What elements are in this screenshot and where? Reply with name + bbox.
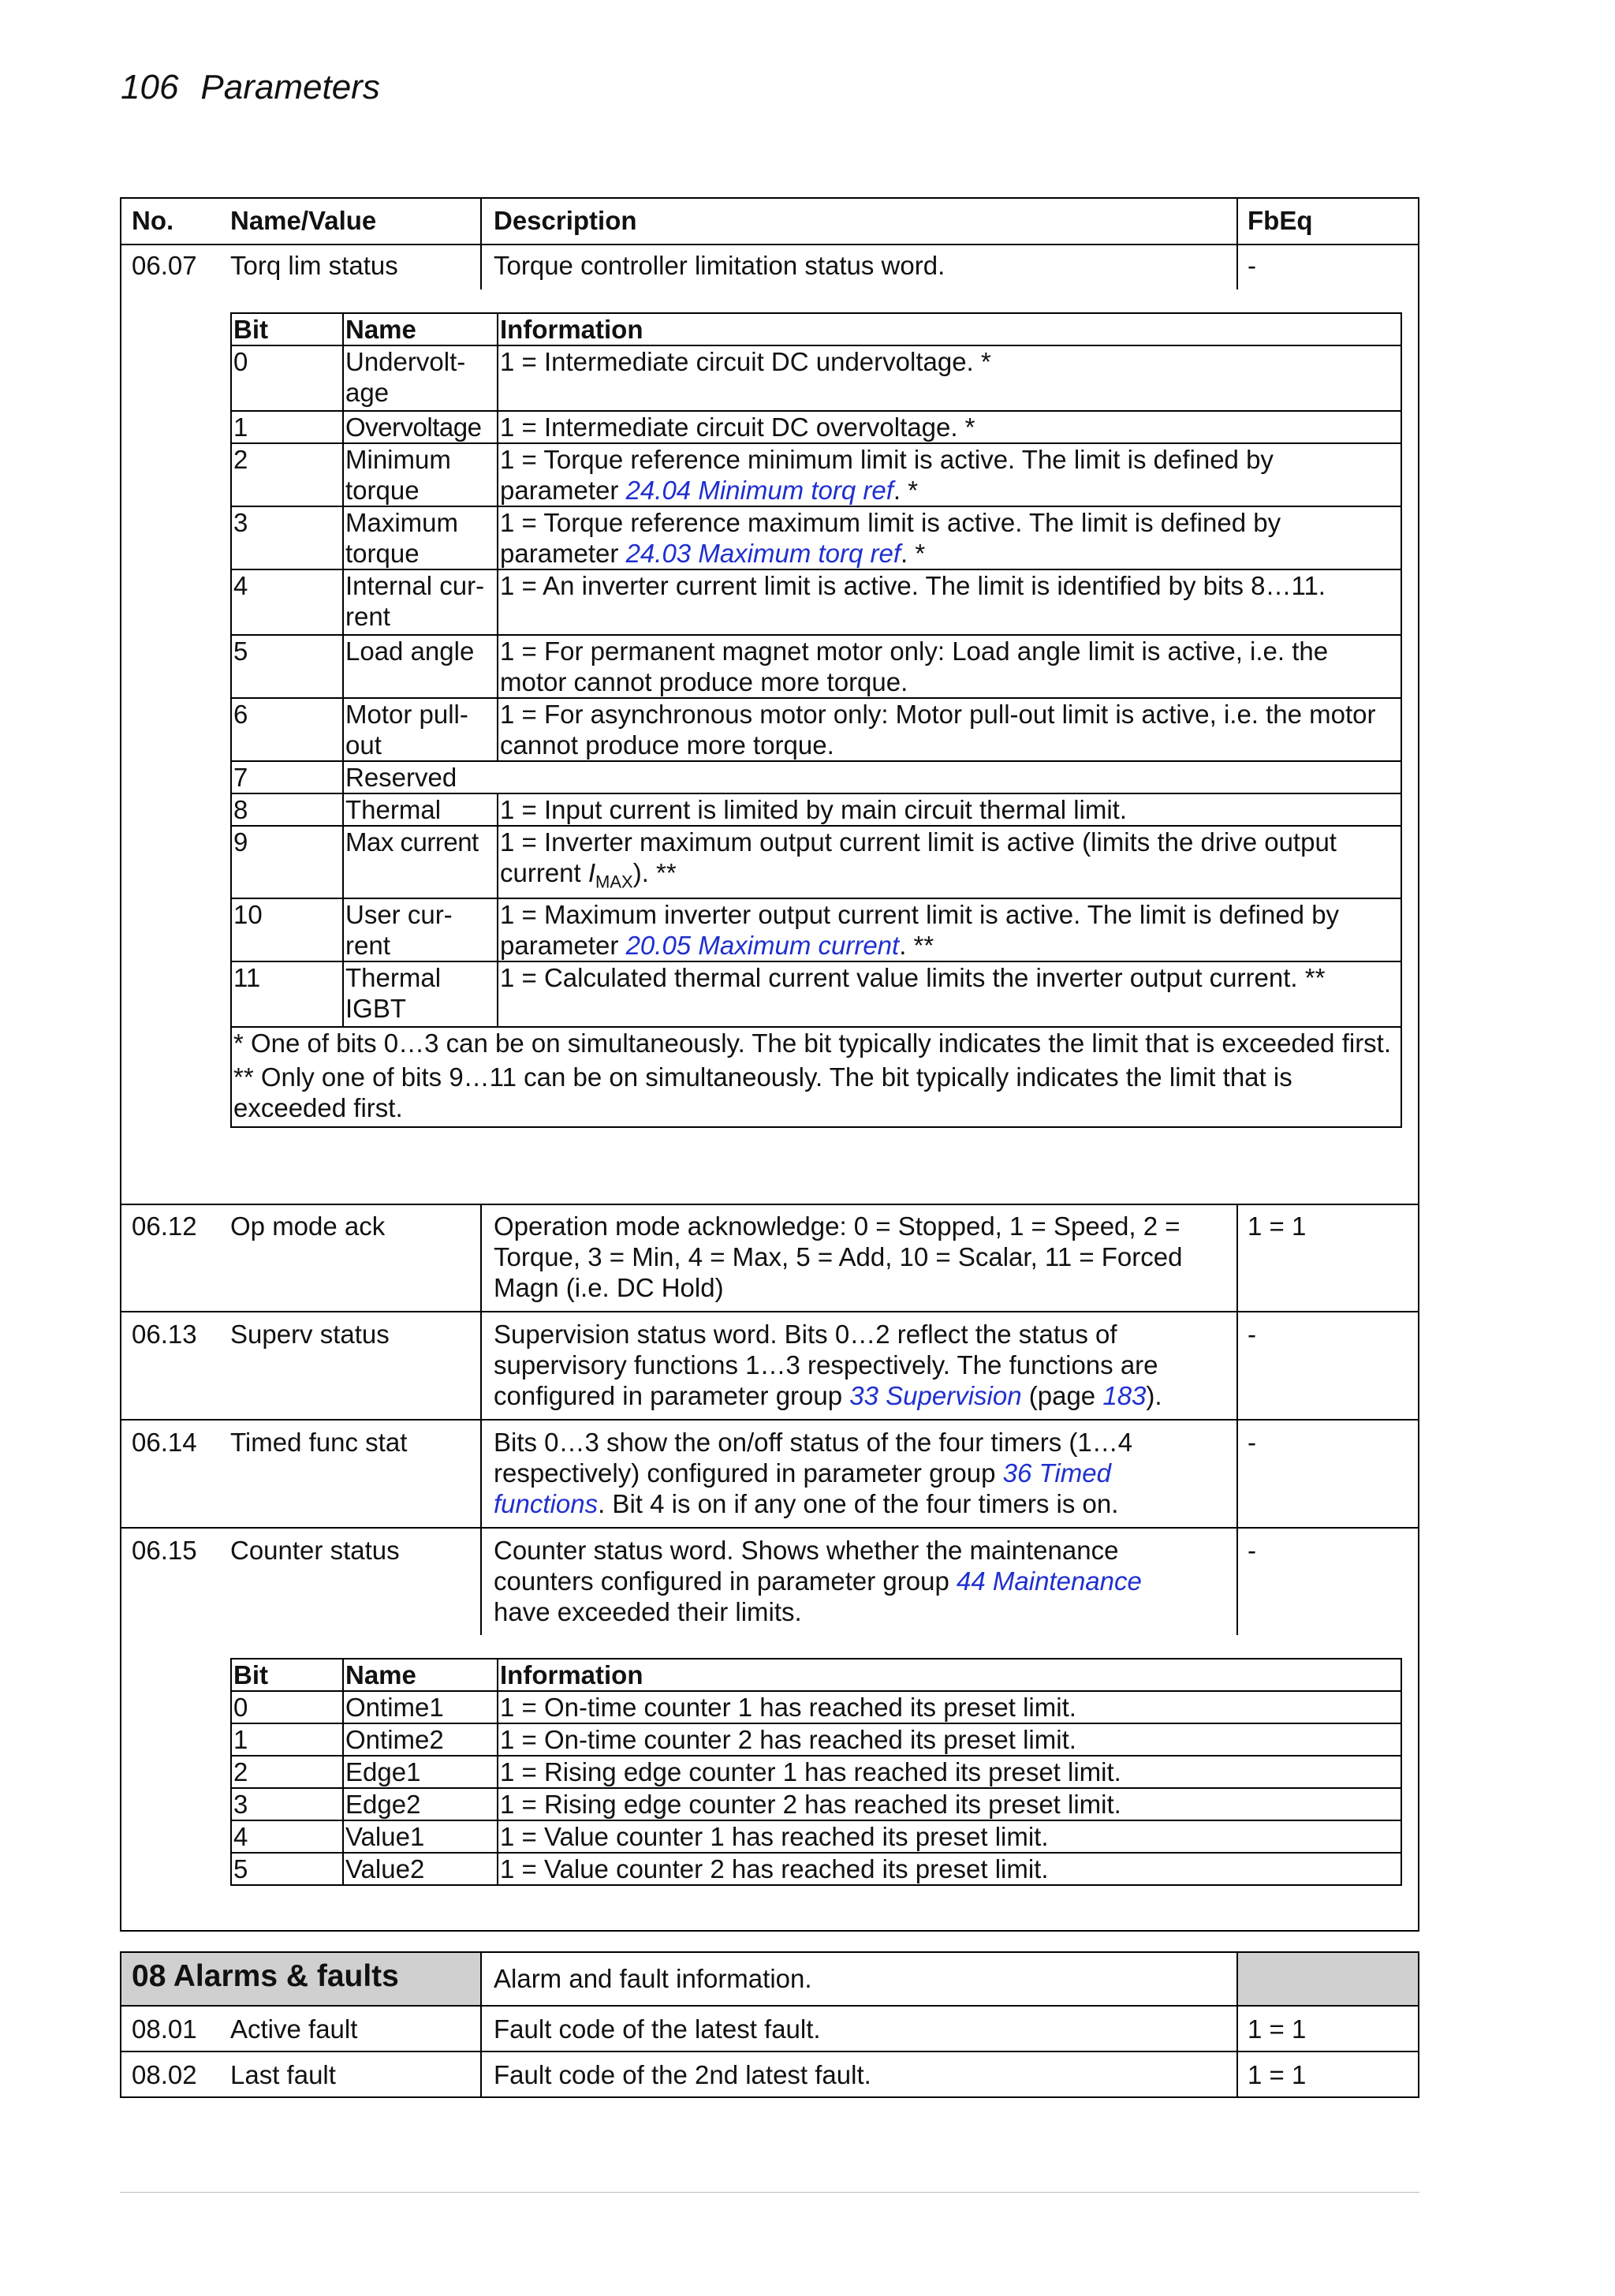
table-row: 4 Value1 1 = Value counter 1 has reached its preset limit. — [231, 1820, 1401, 1853]
param-description: Bits 0…3 show the on/off status of the four timers (1…4 respectively) configured in parameter group 36 Timed functions. Bit 4 is on if any one of the four timers is on. — [494, 1428, 1133, 1518]
link-20-05[interactable]: 20.05 Maximum current — [625, 930, 900, 960]
note-2: ** Only one of bits 9…11 can be on simultaneously. The bit typically indicates the limit that is exceeded first. — [233, 1062, 1292, 1122]
param-0801 — [120, 2007, 1419, 2052]
param-fbeq: - — [1248, 1536, 1256, 1565]
param-no: 06.07 — [132, 251, 197, 280]
param-fbeq: 1 = 1 — [1248, 2060, 1307, 2089]
link-page-183[interactable]: 183 — [1102, 1381, 1147, 1410]
col-info: Information — [498, 1659, 1401, 1691]
table-row: 2 Edge1 1 = Rising edge counter 1 has reached its preset limit. — [231, 1756, 1401, 1788]
col-bit: Bit — [231, 1659, 343, 1691]
param-description: Torque controller limitation status word. — [494, 251, 946, 280]
table-row: 10 User cur- rent 1 = Maximum inverter output current limit is active. The limit is defined by parameter 20.05 Maximum current. ** — [231, 898, 1401, 961]
table-row: 5 Value2 1 = Value counter 2 has reached its preset limit. — [231, 1853, 1401, 1885]
param-0615 — [120, 1528, 1419, 1932]
page-number: 106 — [121, 68, 179, 106]
param-0607 — [120, 245, 1419, 1205]
param-name: Timed func stat — [230, 1428, 408, 1457]
param-name: Last fault — [230, 2060, 336, 2089]
bit-table-header — [231, 1659, 1401, 1691]
link-24-03[interactable]: 24.03 Maximum torq ref — [625, 539, 901, 568]
param-0802 — [120, 2052, 1419, 2098]
header-name-value: Name/Value — [230, 206, 377, 235]
table-row: 6 Motor pull- out 1 = For asynchronous motor only: Motor pull-out limit is active, i.e. the motor cannot produce more torque. — [231, 698, 1401, 761]
param-no: 08.02 — [132, 2060, 197, 2089]
param-no: 06.13 — [132, 1320, 197, 1349]
group-description: Alarm and fault information. — [494, 1964, 812, 1993]
bit-table-header — [231, 313, 1401, 345]
param-description: Supervision status word. Bits 0…2 reflect the status of supervisory functions 1…3 respectively. The functions are configured in parameter group 33 Supervision (page 183). — [494, 1320, 1162, 1410]
table-row: 11 Thermal IGBT 1 = Calculated thermal current value limits the inverter output current. ** — [231, 961, 1401, 1027]
param-name: Op mode ack — [230, 1211, 386, 1241]
link-24-04[interactable]: 24.04 Minimum torq ref — [625, 476, 893, 505]
param-description: Operation mode acknowledge: 0 = Stopped, 1 = Speed, 2 = Torque, 3 = Min, 4 = Max, 5 = Add, 10 = Scalar, 11 = Forced Magn (i.e. DC Hold) — [494, 1211, 1183, 1302]
param-name: Counter status — [230, 1536, 400, 1565]
param-no: 06.12 — [132, 1211, 197, 1241]
param-fbeq: - — [1248, 251, 1256, 280]
param-fbeq: - — [1248, 1428, 1256, 1457]
param-name: Torq lim status — [230, 251, 398, 280]
table-row: 2 Minimum torque 1 = Torque reference minimum limit is active. The limit is defined by parameter 24.04 Minimum torq ref. * — [231, 443, 1401, 506]
link-36-timed-functions[interactable]: 36 Timed functions — [494, 1458, 1111, 1518]
table-row: 0 Undervolt- age 1 = Intermediate circuit DC undervoltage. * — [231, 345, 1401, 411]
param-no: 06.14 — [132, 1428, 197, 1457]
table-row: 3 Edge2 1 = Rising edge counter 2 has reached its preset limit. — [231, 1788, 1401, 1820]
header-no: No. — [132, 206, 174, 235]
group-title: 08 Alarms & faults — [132, 1959, 399, 1993]
table-row: 0 Ontime1 1 = On-time counter 1 has reached its preset limit. — [231, 1691, 1401, 1723]
link-33-supervision[interactable]: 33 Supervision — [849, 1381, 1022, 1410]
param-name: Superv status — [230, 1320, 390, 1349]
bit-table-0615 — [230, 1658, 1402, 1886]
param-0612 — [120, 1204, 1419, 1312]
group-08-header — [120, 1951, 1419, 2007]
param-fbeq: - — [1248, 1320, 1256, 1349]
header-description: Description — [494, 206, 637, 235]
table-row: 9 Max current 1 = Inverter maximum output current limit is active (limits the drive output current $I_{MAX}$). ** — [231, 826, 1401, 898]
param-description: Fault code of the latest fault. — [494, 2014, 821, 2044]
col-bit: Bit — [231, 313, 343, 345]
table-row: 8 Thermal 1 = Input current is limited by main circuit thermal limit. — [231, 793, 1401, 826]
note-1: * One of bits 0…3 can be on simultaneously. The bit typically indicates the limit that is exceeded first. — [233, 1028, 1392, 1058]
table-row: 1 Overvoltage 1 = Intermediate circuit DC overvoltage. * — [231, 411, 1401, 443]
param-name: Active fault — [230, 2014, 358, 2044]
table-row: 5 Load angle 1 = For permanent magnet motor only: Load angle limit is active, i.e. the motor cannot produce more torque. — [231, 635, 1401, 698]
link-44-maintenance[interactable]: 44 Maintenance — [957, 1566, 1142, 1596]
table-row: 3 Maximum torque 1 = Torque reference maximum limit is active. The limit is defined by parameter 24.03 Maximum torq ref. * — [231, 506, 1401, 569]
page-header — [121, 68, 380, 107]
param-description: Counter status word. Shows whether the maintenance counters configured in parameter group 44 Maintenance have exceeded their limits. — [494, 1536, 1142, 1626]
col-info: Information — [498, 313, 1401, 345]
bit-table-0607 — [230, 312, 1402, 1128]
param-0614 — [120, 1420, 1419, 1529]
table-row: 4 Internal cur- rent 1 = An inverter current limit is active. The limit is identified by bits 8…11. — [231, 569, 1401, 635]
param-fbeq: 1 = 1 — [1248, 2014, 1307, 2044]
param-description: Fault code of the 2nd latest fault. — [494, 2060, 871, 2089]
table-header — [120, 197, 1419, 245]
header-fbeq: FbEq — [1248, 206, 1313, 235]
section-title: Parameters — [200, 68, 380, 106]
table-row: 7 Reserved — [231, 761, 1401, 793]
col-name: Name — [343, 1659, 498, 1691]
param-fbeq: 1 = 1 — [1248, 1211, 1307, 1241]
table-row: 1 Ontime2 1 = On-time counter 2 has reached its preset limit. — [231, 1723, 1401, 1756]
param-no: 08.01 — [132, 2014, 197, 2044]
param-no: 06.15 — [132, 1536, 197, 1565]
col-name: Name — [343, 313, 498, 345]
footer-rule — [120, 2192, 1419, 2193]
param-0613 — [120, 1312, 1419, 1421]
